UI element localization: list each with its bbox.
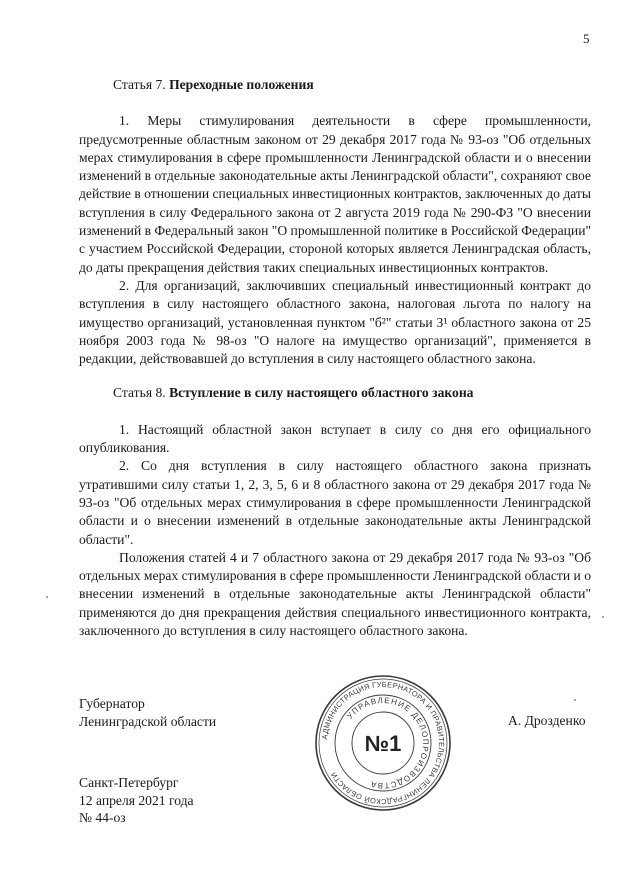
signer-position-line-1: Губернатор [79,696,145,711]
article-8-paragraph-1: 1. Настоящий областной закон вступает в силу со дня его официального опубликования. [79,421,591,456]
document-body [79,76,591,640]
signer-position-line-2: Ленинградской области [79,714,217,729]
seal-inner-text: УПРАВЛЕНИЕ ДЕЛОПРОИЗВОДСТВА [345,695,431,791]
place-date-block [79,774,194,827]
article-7-title: Переходные положения [169,77,314,92]
seal-number: №1 [364,731,402,756]
article-8-paragraph-2: 2. Со дня вступления в силу настоящего областного закона признать утратившими силу статьи 1, 2, 3, 5, 6 и 8 областного закона от 29 декабря 2017 года № 93-оз "Об отдельных мерах стимулирования в сфере промышленности Ленинградской области и о внесении изменений в отдельные законодательные акты Ленинградской области". [79,458,591,547]
article-7-heading [79,76,591,94]
seal-outer-text: АДМИНИСТРАЦИЯ ГУБЕРНАТОРА И ПРАВИТЕЛЬСТВА ЛЕНИНГРАДСКОЙ ОБЛАСТИ [320,679,447,807]
law-number: № 44-оз [79,810,126,825]
signature-block [79,695,216,731]
article-8-heading [79,384,591,402]
article-7-paragraph-1: 1. Меры стимулирования деятельности в сфере промышленности, предусмотренные областным законом от 29 декабря 2017 года № 93-оз "Об отдельных мерах стимулирования в сфере промышленности Ленинградской области и о внесении изменений в отдельные законодательные акты Ленинградской области", сохраняют свое действие в отношении специальных инвестиционных контрактов, заключенных до даты вступления в силу Федерального закона от 2 августа 2019 года № 290-ФЗ "О внесении изменений в Федеральный закон "О промышленной политике в Российской Федерации" с участием Российской Федерации, стороной которых является Ленинградская область, до даты прекращения действия таких специальных инвестиционных контрактов. [79,113,592,275]
article-8-title: Вступление в силу настоящего областного закона [169,385,474,401]
article-8-prefix: Статья 8. [113,385,170,401]
page-number: 5 [583,31,590,46]
article-7-prefix: Статья 7. [113,77,170,92]
article-8-paragraph-3: Положения статей 4 и 7 областного закона от 29 декабря 2017 года № 93-оз "Об отдельных мерах стимулирования в сфере промышленности Ленинградской области и о внесении изменений в отдельные законодательные акты Ленинградской области" применяются до дня прекращения действия специального инвестиционного контракта, заключенного до вступления в силу настоящего областного закона. [79,549,591,639]
place-city: Санкт-Петербург [79,775,179,790]
signer-name: А. Дрозденко [508,713,586,728]
article-7-paragraph-2: 2. Для организаций, заключивших специальный инвестиционный контракт до вступления в силу настоящего областного закона, налоговая льгота по налогу на имущество организаций, установленная пунктом "б²" статьи 3¹ областного закона от 25 ноября 2003 года № 98-оз "О налоге на имущество организаций", применяется в редакции, действовавшей до вступления в силу настоящего областного закона. [79,277,591,367]
law-date: 12 апреля 2021 года [79,792,194,808]
official-seal [313,673,453,813]
